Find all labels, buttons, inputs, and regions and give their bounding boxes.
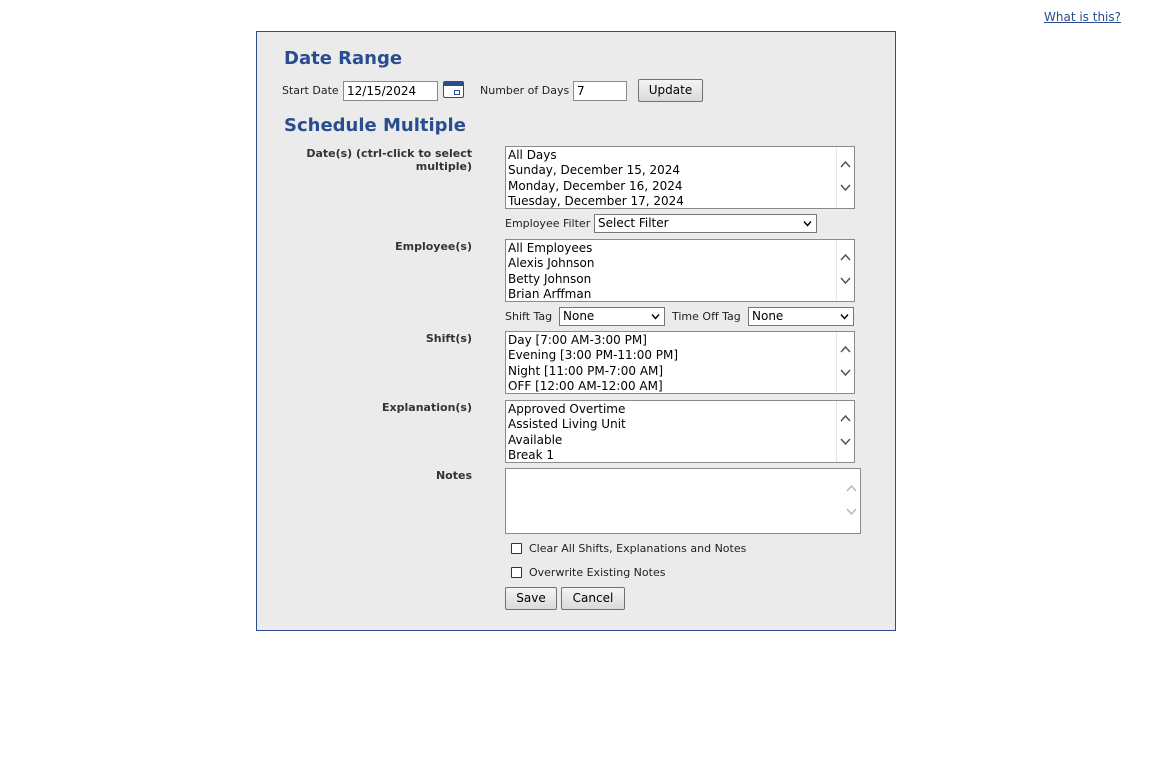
employee-filter-value: Select Filter <box>598 216 669 230</box>
shifts-label: Shift(s) <box>425 332 472 345</box>
scroll-down-icon[interactable] <box>840 182 851 193</box>
list-option[interactable]: Break 1 <box>508 447 555 462</box>
shift-tag-value: None <box>563 309 595 323</box>
list-option[interactable]: Betty Johnson <box>508 271 592 286</box>
scroll-up-icon[interactable] <box>840 344 851 355</box>
list-option[interactable]: All Days <box>508 148 557 162</box>
date-range-heading: Date Range <box>284 48 403 69</box>
list-option[interactable]: Tuesday, December 17, 2024 <box>508 193 684 208</box>
employees-listbox[interactable] <box>505 239 855 302</box>
list-option[interactable]: Sunday, December 15, 2024 <box>508 163 681 178</box>
what-is-this-link[interactable]: What is this? <box>1044 10 1122 24</box>
scroll-up-icon[interactable] <box>840 252 851 263</box>
dates-scrollbar[interactable] <box>836 147 854 208</box>
employees-label: Employee(s) <box>395 240 472 253</box>
list-option[interactable]: OFF [12:00 AM-12:00 AM] <box>508 378 663 393</box>
overwrite-notes-checkbox[interactable] <box>511 567 522 578</box>
list-option[interactable]: Available <box>508 432 563 447</box>
number-of-days-input[interactable]: 7 <box>573 81 627 101</box>
list-option[interactable]: Approved Overtime <box>508 402 626 416</box>
list-option[interactable]: Night [11:00 PM-7:00 AM] <box>508 363 664 378</box>
dates-listbox[interactable] <box>505 146 855 209</box>
scroll-down-icon[interactable] <box>840 436 851 447</box>
scroll-down-icon[interactable] <box>840 367 851 378</box>
scroll-up-icon[interactable] <box>840 413 851 424</box>
chevron-down-icon <box>651 312 660 321</box>
shifts-listbox[interactable] <box>505 331 855 394</box>
explanations-listbox[interactable] <box>505 400 855 463</box>
list-option[interactable]: Evening [3:00 PM-11:00 PM] <box>508 348 679 363</box>
schedule-multiple-heading: Schedule Multiple <box>284 115 466 136</box>
employee-filter-select[interactable] <box>594 214 817 233</box>
time-off-tag-value: None <box>752 309 784 323</box>
scroll-up-icon[interactable] <box>840 159 851 170</box>
overwrite-notes-label: Overwrite Existing Notes <box>529 566 666 579</box>
list-option[interactable]: Monday, December 16, 2024 <box>508 178 683 193</box>
shift-tag-select[interactable] <box>559 307 665 326</box>
start-date-input[interactable]: 12/15/2024 <box>343 81 438 101</box>
schedule-panel <box>256 31 896 631</box>
list-option[interactable]: All Employees <box>508 241 593 255</box>
list-option[interactable]: Day [7:00 AM-3:00 PM] <box>508 333 647 347</box>
start-date-label: Start Date <box>282 84 339 97</box>
dates-label: Date(s) (ctrl-click to select multiple) <box>306 147 472 173</box>
employees-scrollbar[interactable] <box>836 240 854 301</box>
shifts-scrollbar[interactable] <box>836 332 854 393</box>
clear-all-checkbox[interactable] <box>511 543 522 554</box>
notes-textarea[interactable] <box>505 468 861 534</box>
scroll-up-icon[interactable] <box>846 483 857 494</box>
list-option[interactable]: Assisted Living Unit <box>508 417 626 432</box>
scroll-down-icon[interactable] <box>846 506 857 517</box>
list-option[interactable]: Alexis Johnson <box>508 256 595 271</box>
list-option[interactable]: Brian Arffman <box>508 286 592 301</box>
save-button[interactable]: Save <box>505 587 557 610</box>
shift-tag-label: Shift Tag <box>505 310 553 323</box>
chevron-down-icon <box>803 219 812 228</box>
time-off-tag-label: Time Off Tag <box>672 310 741 323</box>
notes-label: Notes <box>435 469 472 482</box>
number-of-days-label: Number of Days <box>480 84 570 97</box>
chevron-down-icon <box>840 312 849 321</box>
explanations-scrollbar[interactable] <box>836 401 854 462</box>
cancel-button[interactable]: Cancel <box>561 587 625 610</box>
notes-scrollbar[interactable] <box>843 469 860 533</box>
scroll-down-icon[interactable] <box>840 275 851 286</box>
employee-filter-label: Employee Filter <box>505 217 591 230</box>
time-off-tag-select[interactable] <box>748 307 854 326</box>
explanations-label: Explanation(s) <box>382 401 472 414</box>
update-button[interactable]: Update <box>638 79 703 102</box>
clear-all-label: Clear All Shifts, Explanations and Notes <box>529 542 747 555</box>
calendar-icon[interactable] <box>443 81 464 98</box>
